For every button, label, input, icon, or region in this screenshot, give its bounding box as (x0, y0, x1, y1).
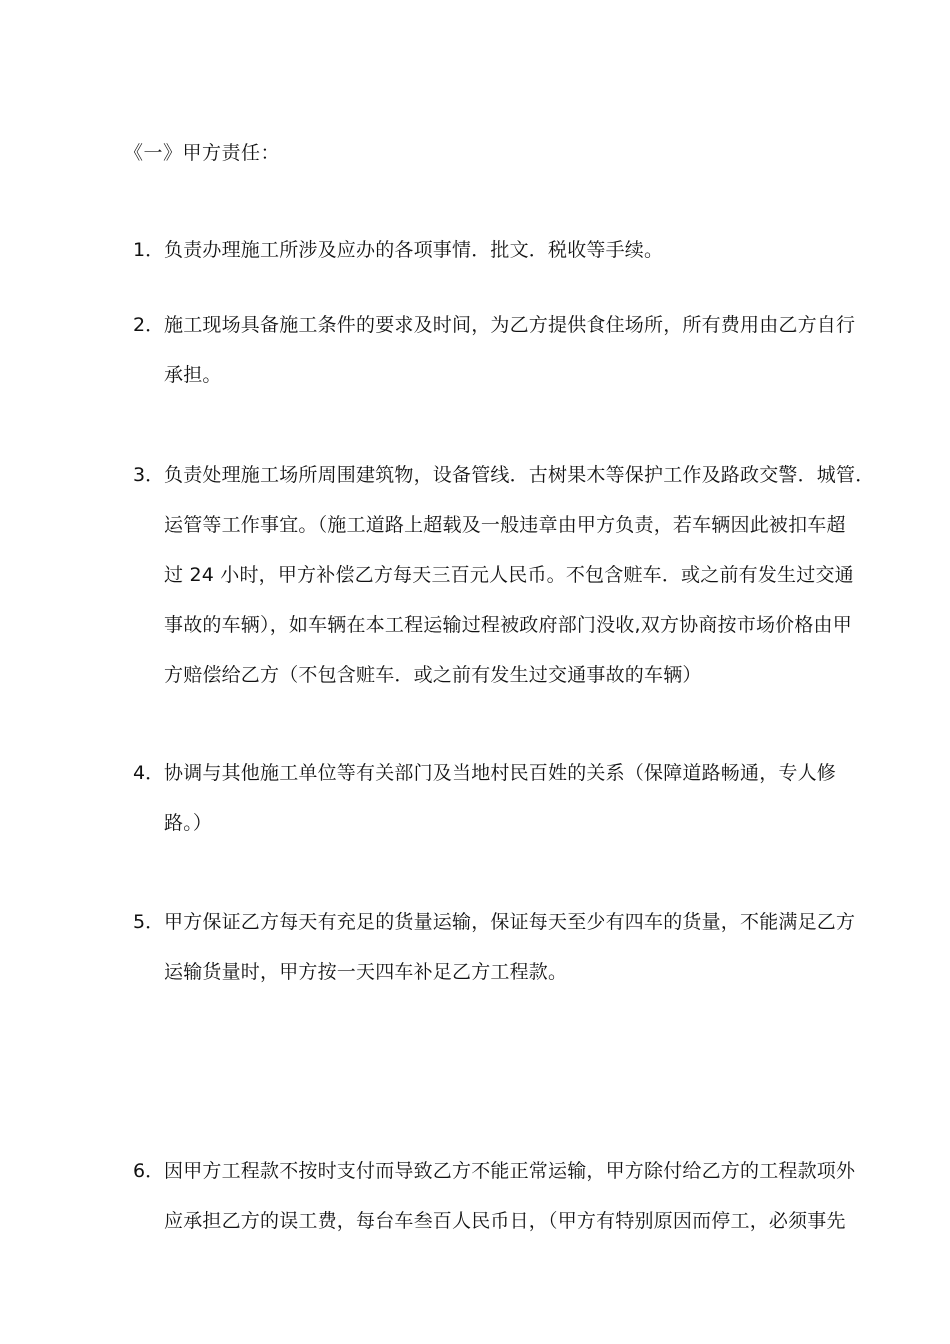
item-text-line: 协调与其他施工单位等有关部门及当地村民百姓的关系（保障道路畅通，专人修 (164, 762, 837, 784)
item-number: 2． (133, 314, 165, 336)
item-text (164, 748, 863, 848)
section-title: 《一》甲方责任： (124, 142, 281, 164)
item-text (164, 897, 863, 997)
list-item (133, 1146, 863, 1246)
item-text-line: 运管等工作事宜。（施工道路上超载及一般违章由甲方负责，若车辆因此被扣车超 (164, 514, 846, 536)
item-text (164, 225, 863, 275)
item-text-line: 甲方保证乙方每天有充足的货量运输，保证每天至少有四车的货量，不能满足乙方 (164, 911, 856, 933)
item-text-line: 运输货量时，甲方按一天四车补足乙方工程款。 (164, 961, 568, 983)
item-number: 3． (133, 464, 165, 486)
item-text (164, 1146, 863, 1246)
item-number: 4． (133, 762, 165, 784)
item-text (164, 300, 863, 400)
item-number: 6． (133, 1160, 165, 1182)
item-text-line: 过 24 小时，甲方补偿乙方每天三百元人民币。不包含赃车．或之前有发生过交通 (164, 564, 854, 586)
item-text-line: 施工现场具备施工条件的要求及时间，为乙方提供食住场所，所有费用由乙方自行 (164, 314, 856, 336)
item-text-line: 方赔偿给乙方（不包含赃车．或之前有发生过交通事故的车辆） (164, 664, 702, 686)
item-text-line: 事故的车辆），如车辆在本工程运输过程被政府部门没收,双方协商按市场价格由甲 (164, 614, 852, 636)
list-item (133, 225, 863, 275)
item-text-line: 负责处理施工场所周围建筑物，设备管线．古树果木等保护工作及路政交警．城管． (164, 464, 875, 486)
item-text-line: 应承担乙方的误工费，每台车叁百人民币日，（甲方有特别原因而停工，必须事先 (164, 1210, 846, 1232)
item-text-line: 承担。 (164, 364, 222, 386)
item-text (164, 450, 875, 700)
item-text-line: 路。） (164, 812, 213, 834)
item-number: 1． (133, 239, 165, 261)
list-item (133, 450, 875, 700)
list-item (133, 897, 863, 997)
item-number: 5． (133, 911, 165, 933)
item-text-line: 负责办理施工所涉及应办的各项事情．批文．税收等手续。 (164, 239, 664, 261)
list-item (133, 748, 863, 848)
list-item (133, 300, 863, 400)
item-text-line: 因甲方工程款不按时支付而导致乙方不能正常运输，甲方除付给乙方的工程款项外 (164, 1160, 856, 1182)
